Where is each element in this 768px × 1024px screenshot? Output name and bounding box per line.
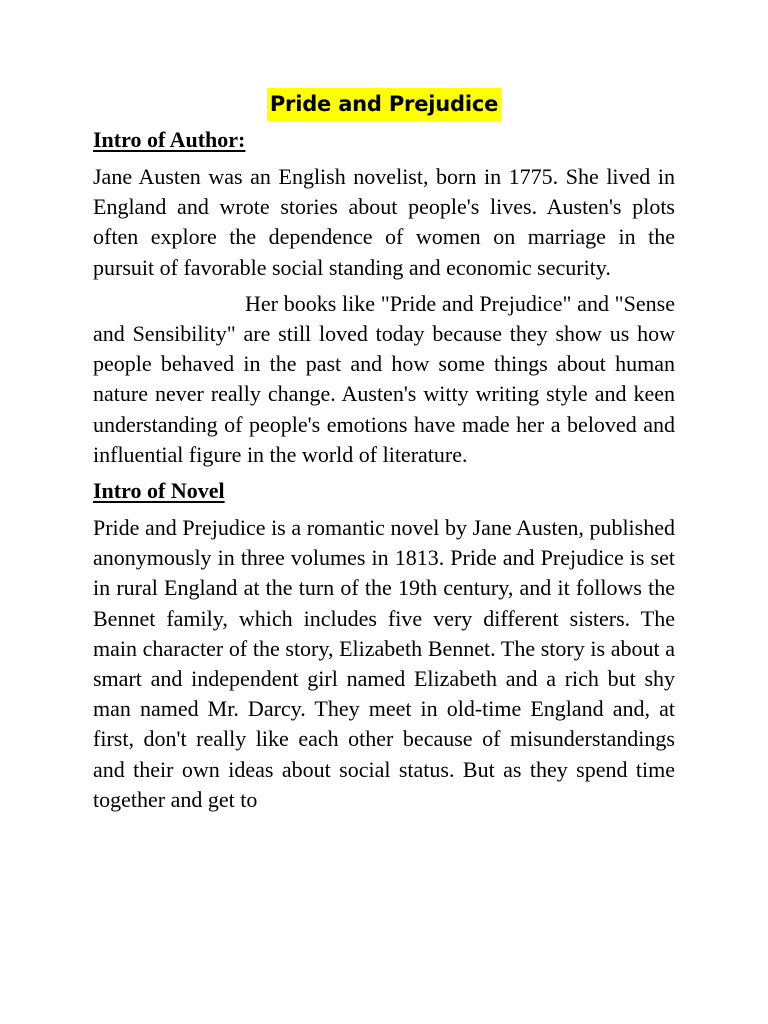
- document-title: Pride and Prejudice: [267, 88, 501, 121]
- author-heading: Intro of Author:: [93, 127, 246, 152]
- document-page: [93, 88, 675, 821]
- author-paragraph-1: Jane Austen was an English novelist, born in 1775. She lived in England and wrote stories about people's lives. Austen's plots often explore the dependence of women on marriage in the pursuit of favorable social standing and economic security.: [93, 164, 675, 280]
- title-row: [93, 88, 675, 121]
- author-paragraph-2: Her books like "Pride and Prejudice" and "Sense and Sensibility" are still loved today because they show us how people behaved in the past and how some things about human nature never really change. Austen's witty writing style and keen understanding of people's emotions have made her a beloved and influential figure in the world of literature.: [93, 290, 675, 467]
- novel-paragraph-1: Pride and Prejudice is a romantic novel by Jane Austen, published anonymously in three volumes in 1813. Pride and Prejudice is set in rural England at the turn of the 19th century, and it follows the Bennet family, which includes five very different sisters. The main character of the story, Elizabeth Bennet. The story is about a smart and independent girl named Elizabeth and a rich but shy man named Mr. Darcy. They meet in old-time England and, at first, don't really like each other because of misunderstandings and their own ideas about social status. But as they spend time together and get to: [93, 515, 675, 812]
- novel-heading: Intro of Novel: [93, 478, 225, 504]
